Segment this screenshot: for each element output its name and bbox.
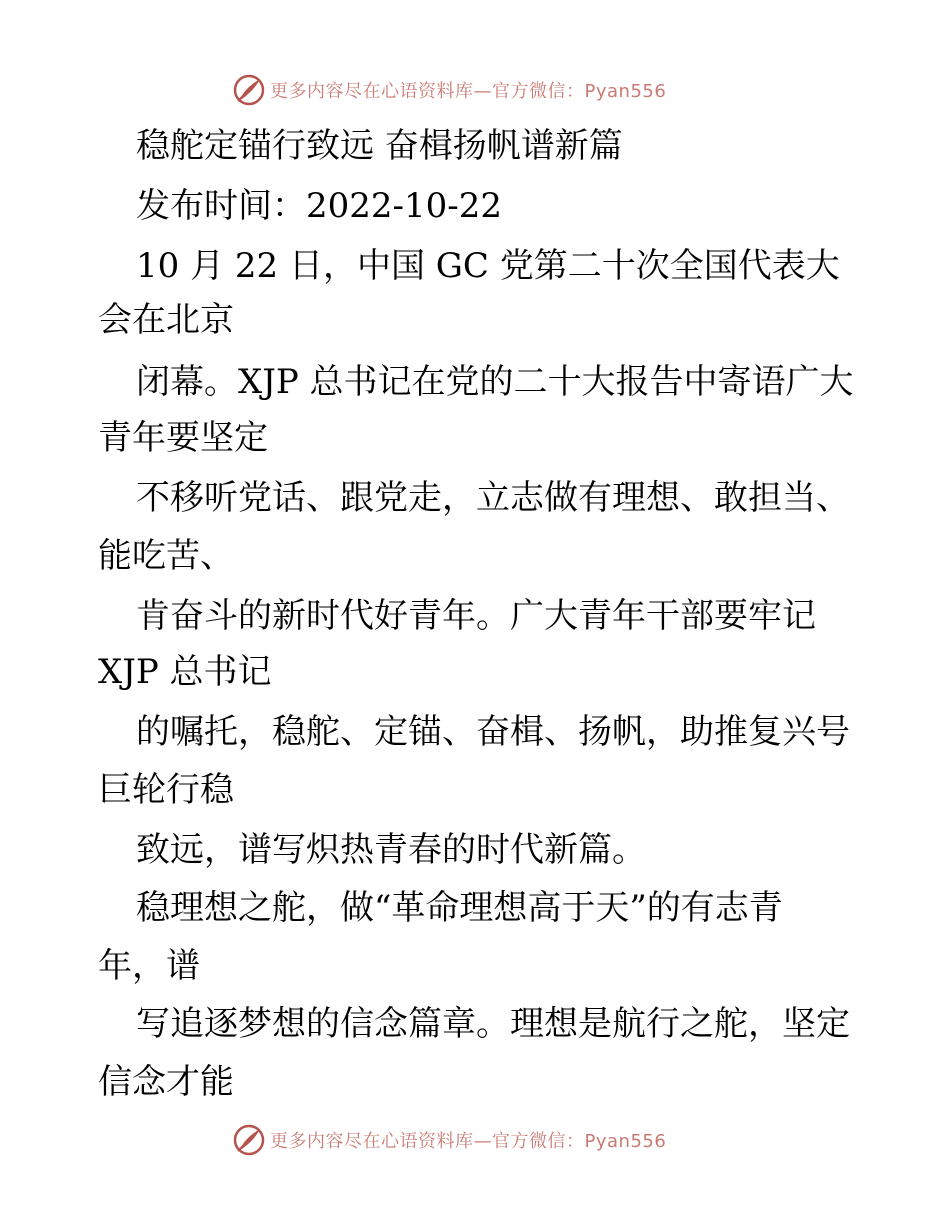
paragraph-line: 闭幕。XJP 总书记在党的二十大报告中寄语广大 (136, 362, 854, 402)
paragraph-line: 写追逐梦想的信念篇章。理想是航行之舵，坚定 (136, 1004, 850, 1044)
paragraph-line: 的嘱托，稳舵、定锚、奋楫、扬帆，助推复兴号 (136, 712, 850, 752)
paragraph-line: XJP 总书记 (98, 652, 272, 692)
paragraph-line: 稳理想之舵，做“革命理想高于天”的有志青 (136, 888, 783, 928)
paragraph-line: 能吃苦、 (98, 536, 234, 576)
paragraph-line: 会在北京 (98, 300, 234, 340)
publish-date: 发布时间：2022-10-22 (136, 186, 503, 226)
quill-logo-icon (232, 1123, 266, 1157)
watermark-text: 更多内容尽在心语资料库—官方微信：Pyan556 (270, 81, 667, 102)
quill-logo-icon (232, 73, 266, 107)
document-title: 稳舵定锚行致远 奋楫扬帆谱新篇 (136, 126, 623, 166)
paragraph-line: 肯奋斗的新时代好青年。广大青年干部要牢记 (136, 596, 816, 636)
paragraph-line: 青年要坚定 (98, 418, 268, 458)
paragraph-line: 信念才能 (98, 1062, 234, 1102)
header-watermark (232, 72, 666, 108)
footer-watermark (232, 1122, 666, 1158)
paragraph-line: 巨轮行稳 (98, 770, 234, 810)
paragraph-line: 年，谱 (98, 946, 200, 986)
paragraph-line: 不移听党话、跟党走，立志做有理想、敢担当、 (136, 478, 850, 518)
watermark-text: 更多内容尽在心语资料库—官方微信：Pyan556 (270, 1131, 667, 1152)
paragraph-line: 10 月 22 日，中国 GC 党第二十次全国代表大 (136, 246, 840, 286)
paragraph-line: 致远，谱写炽热青春的时代新篇。 (136, 830, 646, 870)
